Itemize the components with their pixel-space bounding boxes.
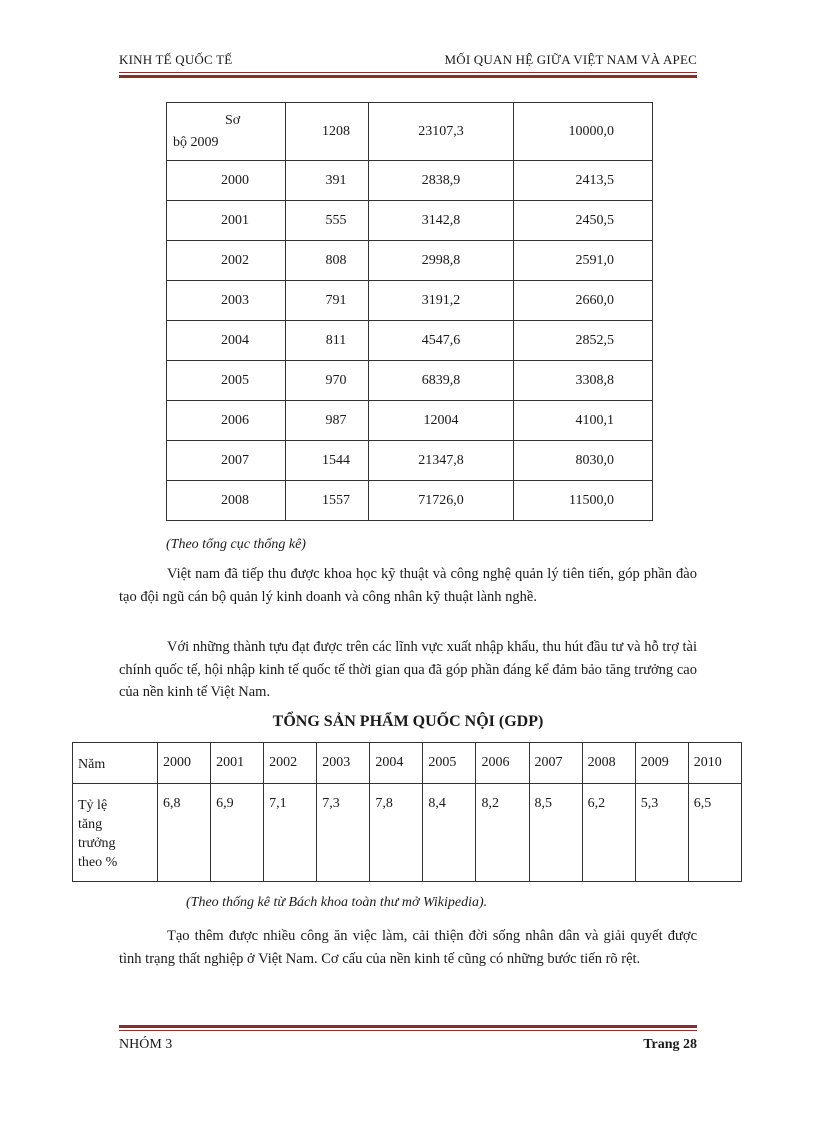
year-note-line1: Sơ: [225, 112, 241, 128]
table-cell: 811: [286, 321, 369, 361]
table-cell: 2660,0: [514, 281, 653, 321]
growth-value: 6,2: [582, 784, 635, 882]
table-cell: 2998,8: [369, 241, 514, 281]
year-header: 2000: [158, 743, 211, 784]
growth-value: 5,3: [635, 784, 688, 882]
table-cell: 2006: [167, 401, 286, 441]
gdp-source-caption: (Theo thống kê từ Bách khoa toàn thư mở Wikipedia).: [186, 895, 488, 910]
table-cell: 11500,0: [514, 481, 653, 521]
year-header: 2009: [635, 743, 688, 784]
year-header: 2010: [688, 743, 741, 784]
table-row: [167, 201, 653, 241]
table-row: [167, 361, 653, 401]
table-row: [167, 161, 653, 201]
row-label-line: theo %: [78, 855, 118, 870]
paragraph-achievements: Với những thành tựu đạt được trên các lĩnh vực xuất nhập khẩu, thu hút đầu tư và hỗ trợ tài chính quốc tế, hội nhập kinh tế quốc tế thời gian qua đã góp phần đáng kể đảm bảo tăng trưởng cao của nền kinh tế Việt Nam.: [119, 639, 697, 700]
row-label-line: tăng: [78, 817, 103, 832]
header-right-title: MỐI QUAN HỆ GIỮA VIỆT NAM VÀ APEC: [444, 52, 697, 67]
paragraph-technology: Việt nam đã tiếp thu được khoa học kỹ thuật và công nghệ quản lý tiên tiến, góp phần đào tạo đội ngũ cán bộ quản lý kinh doanh và công nhân kỹ thuật lành nghề.: [119, 566, 697, 605]
table-header-label: Năm: [73, 743, 158, 784]
growth-value: 8,2: [476, 784, 529, 882]
footer-rule-thin: [119, 1030, 697, 1031]
footer-rule-thick: [119, 1025, 697, 1028]
table-cell: 808: [286, 241, 369, 281]
table-row: [167, 401, 653, 441]
table-cell: 12004: [369, 401, 514, 441]
header-left-title: KINH TẾ QUỐC TẾ: [119, 52, 233, 67]
table-cell: 71726,0: [369, 481, 514, 521]
page-number: Trang 28: [643, 1037, 697, 1052]
growth-value: 7,3: [317, 784, 370, 882]
year-header: 2008: [582, 743, 635, 784]
table-cell: 3191,2: [369, 281, 514, 321]
growth-value: 6,8: [158, 784, 211, 882]
year-header: 2007: [529, 743, 582, 784]
table-cell: 791: [286, 281, 369, 321]
table-row: [73, 784, 742, 882]
table-cell: 6839,8: [369, 361, 514, 401]
growth-value: 8,5: [529, 784, 582, 882]
table-row: [167, 481, 653, 521]
table-cell: 391: [286, 161, 369, 201]
table-cell: 2591,0: [514, 241, 653, 281]
table-source-caption: (Theo tổng cục thống kê): [166, 537, 306, 552]
growth-value: 7,1: [264, 784, 317, 882]
footer-group: NHÓM 3: [119, 1037, 173, 1052]
investment-table: [166, 102, 653, 521]
table-cell: [167, 103, 286, 161]
header-rule-thick: [119, 75, 697, 78]
year-header: 2001: [211, 743, 264, 784]
table-cell: 23107,3: [369, 103, 514, 161]
table-cell: 1557: [286, 481, 369, 521]
table-cell: 2000: [167, 161, 286, 201]
row-label-line: trưởng: [78, 836, 116, 851]
table-cell: 3142,8: [369, 201, 514, 241]
table-cell: 2838,9: [369, 161, 514, 201]
table-cell: 2004: [167, 321, 286, 361]
year-header: 2003: [317, 743, 370, 784]
gdp-title: TỔNG SẢN PHẨM QUỐC NỘI (GDP): [272, 713, 544, 730]
table-cell: 1208: [286, 103, 369, 161]
year-header: 2005: [423, 743, 476, 784]
header-rule-thin: [119, 72, 697, 73]
table-row: [167, 321, 653, 361]
table-cell: 555: [286, 201, 369, 241]
table-row: [73, 743, 742, 784]
growth-value: 6,5: [688, 784, 741, 882]
growth-value: 7,8: [370, 784, 423, 882]
table-cell: 987: [286, 401, 369, 441]
table-cell: 4100,1: [514, 401, 653, 441]
table-cell: 970: [286, 361, 369, 401]
table-cell: 2003: [167, 281, 286, 321]
table-cell: 2005: [167, 361, 286, 401]
table-cell: 3308,8: [514, 361, 653, 401]
gdp-table: [72, 742, 742, 882]
table-row: [167, 441, 653, 481]
growth-value: 8,4: [423, 784, 476, 882]
table-cell: 2413,5: [514, 161, 653, 201]
table-cell: 2852,5: [514, 321, 653, 361]
table-cell: 4547,6: [369, 321, 514, 361]
year-header: 2004: [370, 743, 423, 784]
table-row: [167, 241, 653, 281]
table-row-label: [73, 784, 158, 882]
table-row: [167, 281, 653, 321]
table-cell: 8030,0: [514, 441, 653, 481]
table-cell: 2008: [167, 481, 286, 521]
table-cell: 2450,5: [514, 201, 653, 241]
paragraph-employment: Tạo thêm được nhiều công ăn việc làm, cải thiện đời sống nhân dân và giải quyết được tình trạng thất nghiệp ở Việt Nam. Cơ cấu của nền kinh tế cũng có những bước tiến rõ rệt.: [119, 928, 697, 967]
year-header: 2002: [264, 743, 317, 784]
table-cell: 2001: [167, 201, 286, 241]
table-cell: 2007: [167, 441, 286, 481]
row-label-line: Tỷ lệ: [78, 798, 108, 813]
table-row: [167, 103, 653, 161]
year-note-line2: bộ 2009: [173, 134, 219, 150]
growth-value: 6,9: [211, 784, 264, 882]
year-header: 2006: [476, 743, 529, 784]
page-header: [119, 52, 697, 70]
table-cell: 2002: [167, 241, 286, 281]
table-cell: 21347,8: [369, 441, 514, 481]
table-cell: 10000,0: [514, 103, 653, 161]
table-cell: 1544: [286, 441, 369, 481]
